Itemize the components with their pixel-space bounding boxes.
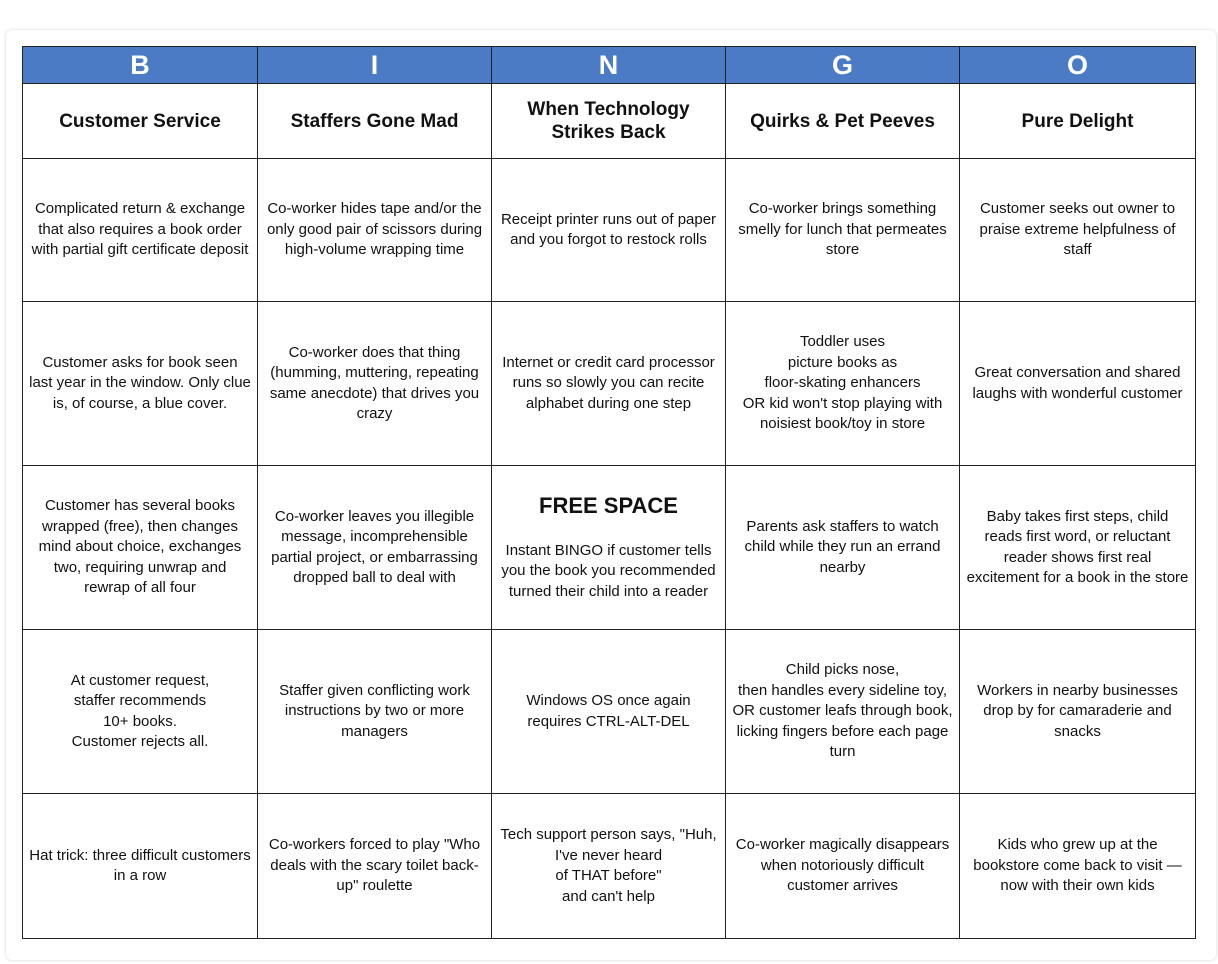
- letter-g: G: [726, 47, 960, 84]
- bingo-cell-o1: Customer seeks out owner to praise extreme helpfulness of staff: [960, 159, 1196, 302]
- bingo-row-2: [23, 302, 1196, 466]
- bingo-row-3: [23, 466, 1196, 630]
- bingo-cell-g2: Toddler uses picture books as floor-skating enhancers OR kid won't stop playing with noisiest book/toy in store: [726, 302, 960, 466]
- bingo-cell-n4: Windows OS once again requires CTRL-ALT-DEL: [492, 630, 726, 794]
- letter-i: I: [258, 47, 492, 84]
- category-row: [23, 84, 1196, 159]
- bingo-row-4: [23, 630, 1196, 794]
- category-staffers-gone-mad: Staffers Gone Mad: [258, 84, 492, 159]
- category-customer-service: Customer Service: [23, 84, 258, 159]
- bingo-cell-b1: Complicated return & exchange that also requires a book order with partial gift certificate deposit: [23, 159, 258, 302]
- bingo-cell-g1: Co-worker brings something smelly for lunch that permeates store: [726, 159, 960, 302]
- bingo-cell-n5: Tech support person says, "Huh, I've never heard of THAT before" and can't help: [492, 794, 726, 939]
- bingo-cell-o4: Workers in nearby businesses drop by for camaraderie and snacks: [960, 630, 1196, 794]
- bingo-cell-g3: Parents ask staffers to watch child while they run an errand nearby: [726, 466, 960, 630]
- bingo-cell-i5: Co-workers forced to play "Who deals with the scary toilet back-up" roulette: [258, 794, 492, 939]
- category-quirks-pet-peeves: Quirks & Pet Peeves: [726, 84, 960, 159]
- bingo-card: [22, 46, 1196, 939]
- category-pure-delight: Pure Delight: [960, 84, 1196, 159]
- free-space-title: FREE SPACE: [539, 493, 678, 518]
- letter-o: O: [960, 47, 1196, 84]
- free-space-text: Instant BINGO if customer tells you the book you recommended turned their child into a reader: [501, 541, 716, 600]
- bingo-cell-b2: Customer asks for book seen last year in the window. Only clue is, of course, a blue cover.: [23, 302, 258, 466]
- bingo-cell-i1: Co-worker hides tape and/or the only good pair of scissors during high-volume wrapping time: [258, 159, 492, 302]
- bingo-row-5: [23, 794, 1196, 939]
- bingo-cell-i4: Staffer given conflicting work instructions by two or more managers: [258, 630, 492, 794]
- bingo-cell-b3: Customer has several books wrapped (free), then changes mind about choice, exchanges two, requiring unwrap and rewrap of all four: [23, 466, 258, 630]
- bingo-cell-n2: Internet or credit card processor runs so slowly you can recite alphabet during one step: [492, 302, 726, 466]
- bingo-cell-o2: Great conversation and shared laughs with wonderful customer: [960, 302, 1196, 466]
- letter-row: [23, 47, 1196, 84]
- bingo-cell-n1: Receipt printer runs out of paper and you forgot to restock rolls: [492, 159, 726, 302]
- bingo-cell-i3: Co-worker leaves you illegible message, incomprehensible partial project, or embarrassing dropped ball to deal with: [258, 466, 492, 630]
- bingo-row-1: [23, 159, 1196, 302]
- letter-n: N: [492, 47, 726, 84]
- bingo-cell-g5: Co-worker magically disappears when notoriously difficult customer arrives: [726, 794, 960, 939]
- bingo-cell-i2: Co-worker does that thing (humming, muttering, repeating same anecdote) that drives you crazy: [258, 302, 492, 466]
- bingo-cell-b5: Hat trick: three difficult customers in a row: [23, 794, 258, 939]
- bingo-cell-g4: Child picks nose, then handles every sideline toy, OR customer leafs through book, licking fingers before each page turn: [726, 630, 960, 794]
- bingo-cell-b4: At customer request, staffer recommends 10+ books. Customer rejects all.: [23, 630, 258, 794]
- category-technology: When Technology Strikes Back: [492, 84, 726, 159]
- free-space-cell: [492, 466, 726, 630]
- bingo-cell-o5: Kids who grew up at the bookstore come back to visit — now with their own kids: [960, 794, 1196, 939]
- bingo-cell-o3: Baby takes first steps, child reads first word, or reluctant reader shows first real excitement for a book in the store: [960, 466, 1196, 630]
- letter-b: B: [23, 47, 258, 84]
